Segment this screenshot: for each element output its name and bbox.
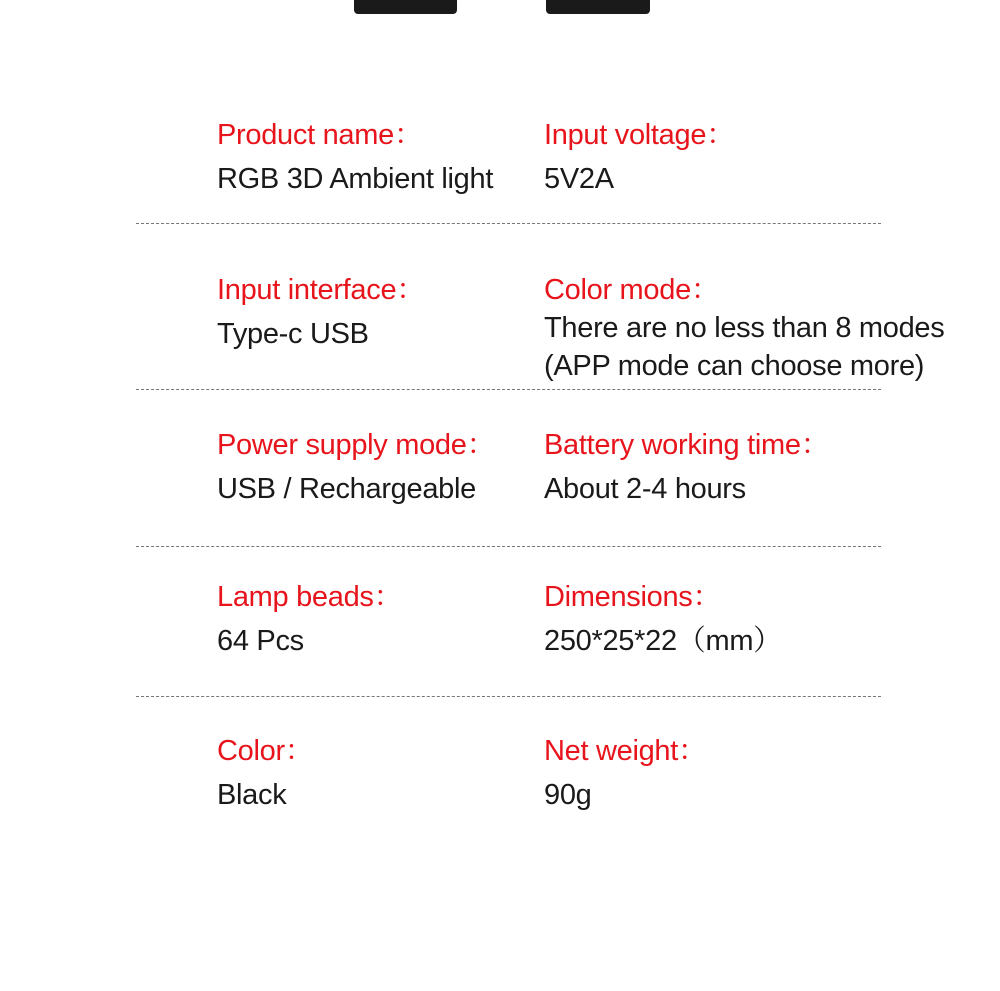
- spec-label: Dimensions：: [544, 581, 722, 613]
- divider: [136, 223, 881, 224]
- spec-value: Black: [217, 779, 287, 811]
- spec-label: Battery working time：: [544, 429, 830, 461]
- spec-label: Net weight：: [544, 735, 707, 767]
- product-image-left-part: [354, 0, 457, 14]
- spec-label: Input interface：: [217, 274, 425, 306]
- spec-value: USB / Rechargeable: [217, 473, 476, 505]
- spec-value: 5V2A: [544, 163, 614, 195]
- spec-net-weight: [544, 734, 707, 814]
- spec-lamp-beads: [217, 580, 402, 660]
- spec-input-interface: [217, 273, 425, 353]
- divider: [136, 696, 881, 697]
- spec-dimensions: [544, 580, 782, 660]
- spec-product-name: [217, 118, 493, 198]
- spec-color: [217, 734, 314, 814]
- spec-label: Color：: [217, 735, 314, 767]
- spec-value: 64 Pcs: [217, 625, 304, 657]
- spec-label: Product name：: [217, 119, 423, 151]
- spec-label: Input voltage：: [544, 119, 735, 151]
- spec-value: About 2-4 hours: [544, 473, 746, 505]
- spec-power-supply-mode: [217, 428, 495, 508]
- spec-battery-working-time: [544, 428, 829, 508]
- divider: [136, 389, 881, 390]
- spec-value: 250*25*22（mm）: [544, 625, 782, 657]
- spec-value: There are no less than 8 modes: [544, 312, 945, 344]
- divider: [136, 546, 881, 547]
- product-image-right-part: [546, 0, 650, 14]
- spec-color-mode: [544, 273, 944, 385]
- spec-value-note: (APP mode can choose more): [544, 350, 925, 382]
- spec-value: Type-c USB: [217, 318, 369, 350]
- spec-label: Color mode：: [544, 274, 720, 306]
- spec-label: Lamp beads：: [217, 581, 403, 613]
- spec-value: RGB 3D Ambient light: [217, 163, 494, 195]
- spec-label: Power supply mode：: [217, 429, 496, 461]
- spec-input-voltage: [544, 118, 735, 198]
- spec-value: 90g: [544, 779, 592, 811]
